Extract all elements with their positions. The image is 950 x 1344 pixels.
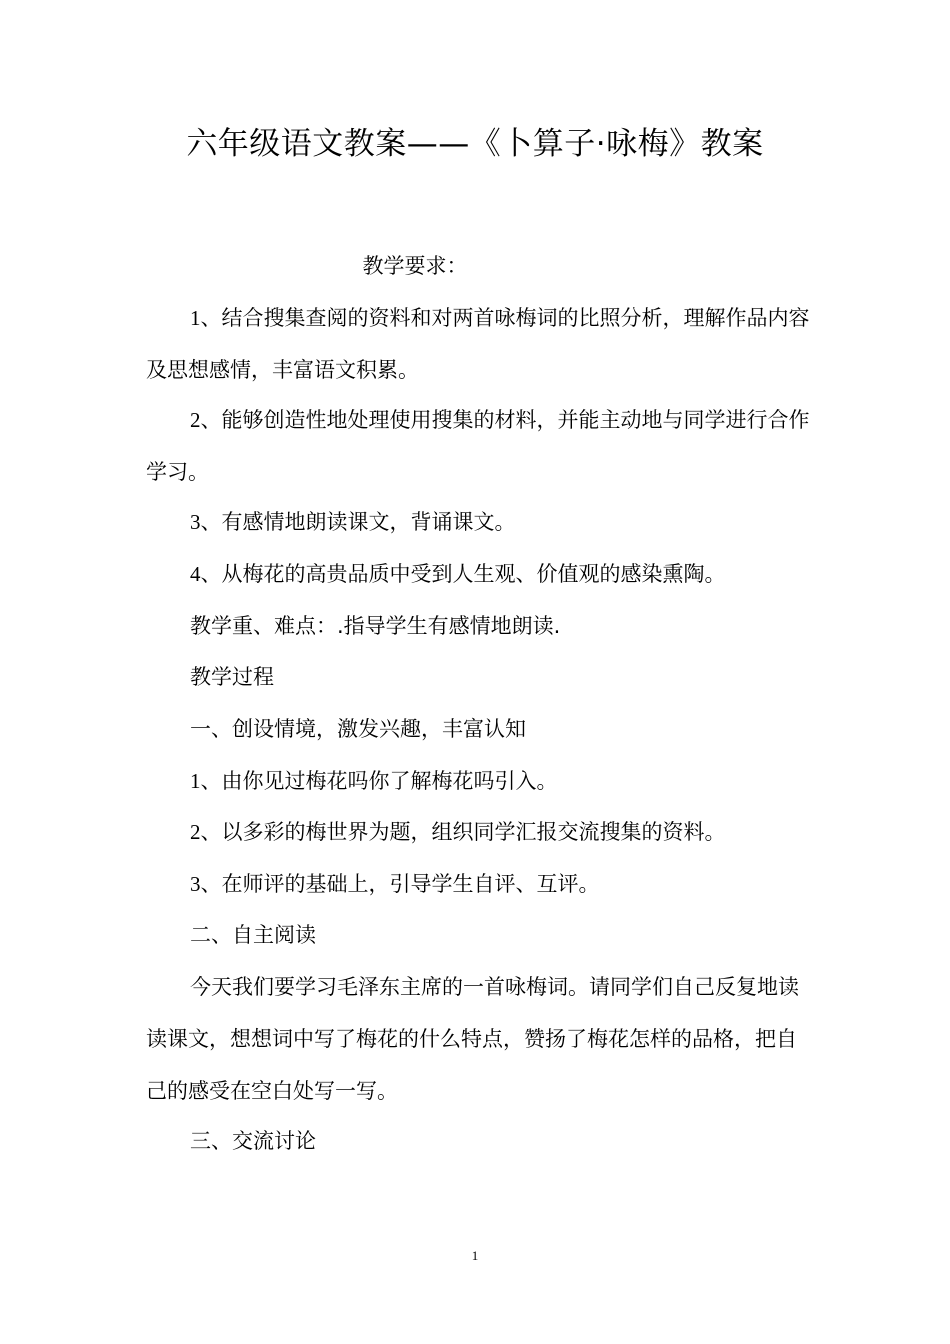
step-3-number: 3 [190,872,201,896]
section-two-heading [146,909,811,961]
requirement-3 [146,496,811,548]
requirement-4-number: 4 [190,562,201,586]
requirement-2-number: 2 [190,408,201,432]
section-three-text: 三、交流讨论 [190,1129,316,1153]
reading-instruction-text: 今天我们要学习毛泽东主席的一首咏梅词。请同学们自己反复地读读课文，想想词中写了梅花的什么特点，赞扬了梅花怎样的品格，把自己的感受在空白处写一写。 [146,975,799,1103]
section-one-heading [146,703,811,755]
step-3 [146,858,811,910]
requirement-2 [146,394,811,498]
step-2-number: 2 [190,820,201,844]
step-3-text: 、在师评的基础上，引导学生自评、互评。 [200,872,600,896]
section-two-text: 二、自主阅读 [190,923,316,947]
requirement-2-text: 、能够创造性地处理使用搜集的材料，并能主动地与同学进行合作学习。 [146,408,810,484]
step-1-text: 、由你见过梅花吗你了解梅花吗引入。 [200,769,558,793]
teaching-process-heading [146,651,811,703]
teaching-process-text: 教学过程 [190,665,274,689]
step-2 [146,806,811,858]
requirement-1-number: 1 [190,306,201,330]
requirement-3-text: 、有感情地朗读课文，背诵课文。 [200,510,516,534]
section-three-heading [146,1115,811,1167]
key-difficulty-line [146,600,811,652]
requirement-1 [146,292,811,396]
reading-instruction [146,961,811,1117]
page-number: 1 [471,1248,479,1263]
section-one-text: 一、创设情境，激发兴趣，丰富认知 [190,717,526,741]
requirement-3-number: 3 [190,510,201,534]
step-1 [146,755,811,807]
step-1-number: 1 [190,769,201,793]
document-title: 六年级语文教案——《卜算子·咏梅》教案 [186,126,764,162]
teaching-requirements-heading: 教学要求： [362,254,468,278]
requirement-1-text: 、结合搜集查阅的资料和对两首咏梅词的比照分析，理解作品内容及思想感情，丰富语文积累。 [146,306,810,382]
requirement-4-text: 、从梅花的高贵品质中受到人生观、价值观的感染熏陶。 [200,562,726,586]
step-2-text: 、以多彩的梅世界为题，组织同学汇报交流搜集的资料。 [200,820,726,844]
requirement-4 [146,548,811,600]
key-difficulty-text: 教学重、难点：.指导学生有感情地朗读. [190,614,561,638]
